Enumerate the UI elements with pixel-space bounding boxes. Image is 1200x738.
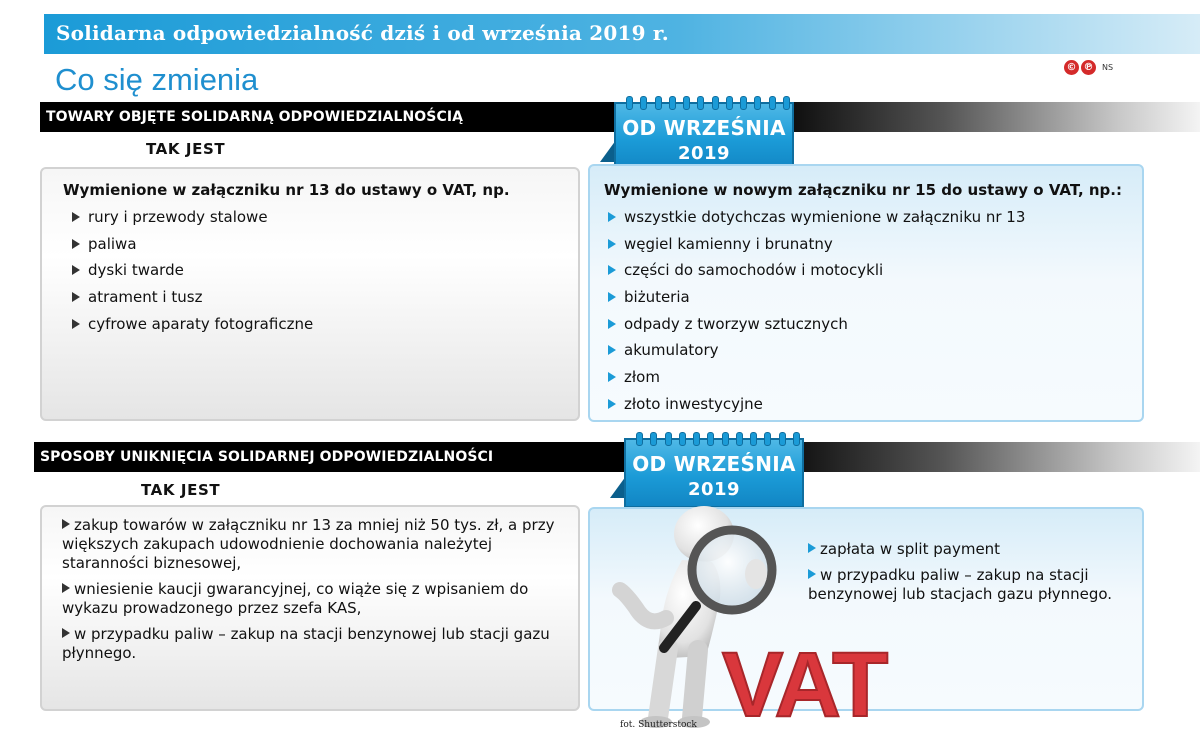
photo-credit: fot. Shutterstock <box>620 720 697 730</box>
list-item: biżuteria <box>606 288 1025 315</box>
list-item: paliwa <box>70 235 313 262</box>
figure-illustration <box>596 498 916 730</box>
list-item: złoto inwestycyjne <box>606 395 1025 422</box>
list-item: złom <box>606 368 1025 395</box>
calendar-label: OD WRZEŚNIA <box>632 452 796 476</box>
calendar-body <box>614 102 794 172</box>
bullet-arrow-icon <box>62 583 70 593</box>
credit-initials: NS <box>1102 63 1114 72</box>
section2-left-text <box>62 516 572 670</box>
list-item: rury i przewody stalowe <box>70 208 313 235</box>
section1-right-heading: Wymienione w nowym załączniku nr 15 do ustawy o VAT, np.: <box>604 181 1122 199</box>
bullet-arrow-icon <box>62 628 70 638</box>
vat-logo <box>722 634 888 730</box>
section2-tak-jest: TAK JEST <box>141 481 221 499</box>
bullet-arrow-icon <box>62 519 70 529</box>
bullet-arrow-icon <box>608 212 616 222</box>
paragraph-item: w przypadku paliw – zakup na stacji benzynowej lub stacjach gazu płynnego. <box>808 566 1113 603</box>
title-bar <box>44 14 1200 54</box>
paragraph-item: zapłata w split payment <box>808 540 1138 559</box>
paragraph-item: zakup towarów w załączniku nr 13 za mniej niż 50 tys. zł, a przy większych zakupach udowodnienie dochowania należytej staranności biznesowej, <box>62 516 555 572</box>
bullet-arrow-icon <box>72 265 80 275</box>
bullet-arrow-icon <box>608 239 616 249</box>
calendar-year: 2019 <box>677 143 731 164</box>
section1-title: TOWARY OBJĘTE SOLIDARNĄ ODPOWIEDZIALNOŚCIĄ <box>46 109 464 125</box>
section1-left-heading: Wymienione w załączniku nr 13 do ustawy o VAT, np. <box>63 181 510 199</box>
copyright-credit <box>1064 60 1113 75</box>
list-item: dyski twarde <box>70 261 313 288</box>
section2-band <box>34 442 1200 472</box>
page-subtitle: Co się zmienia <box>55 62 259 97</box>
bullet-arrow-icon <box>72 239 80 249</box>
paragraph-item: w przypadku paliw – zakup na stacji benzynowej lub stacji gazu płynnego. <box>62 625 550 662</box>
calendar-label: OD WRZEŚNIA <box>622 116 786 140</box>
bullet-arrow-icon <box>72 319 80 329</box>
bullet-arrow-icon <box>608 399 616 409</box>
calendar-rings <box>626 96 790 110</box>
bullet-arrow-icon <box>72 292 80 302</box>
section1-right-list <box>606 208 1025 422</box>
bullet-arrow-icon <box>72 212 80 222</box>
section2-title: SPOSOBY UNIKNIĘCIA SOLIDARNEJ ODPOWIEDZIALNOŚCI <box>40 449 494 465</box>
phonogram-icon: ℗ <box>1081 60 1096 75</box>
list-item: węgiel kamienny i brunatny <box>606 235 1025 262</box>
vat-label: VAT <box>722 634 887 730</box>
bullet-arrow-icon <box>608 292 616 302</box>
calendar-rings <box>636 432 800 446</box>
list-item: odpady z tworzyw sztucznych <box>606 315 1025 342</box>
bullet-arrow-icon <box>608 372 616 382</box>
bullet-arrow-icon <box>608 319 616 329</box>
list-item: cyfrowe aparaty fotograficzne <box>70 315 313 342</box>
bullet-arrow-icon <box>608 265 616 275</box>
paragraph-item: wniesienie kaucji gwarancyjnej, co wiąże się z wpisaniem do wykazu prowadzonego przez szefa KAS, <box>62 580 529 617</box>
list-item: atrament i tusz <box>70 288 313 315</box>
copyright-icon: © <box>1064 60 1079 75</box>
list-item: akumulatory <box>606 341 1025 368</box>
bullet-arrow-icon <box>608 345 616 355</box>
section1-tak-jest: TAK JEST <box>146 140 226 158</box>
page-title: Solidarna odpowiedzialność dziś i od września 2019 r. <box>56 21 669 45</box>
list-item: wszystkie dotychczas wymienione w załączniku nr 13 <box>606 208 1025 235</box>
calendar-year: 2019 <box>687 479 741 500</box>
section1-left-list <box>70 208 313 341</box>
list-item: części do samochodów i motocykli <box>606 261 1025 288</box>
